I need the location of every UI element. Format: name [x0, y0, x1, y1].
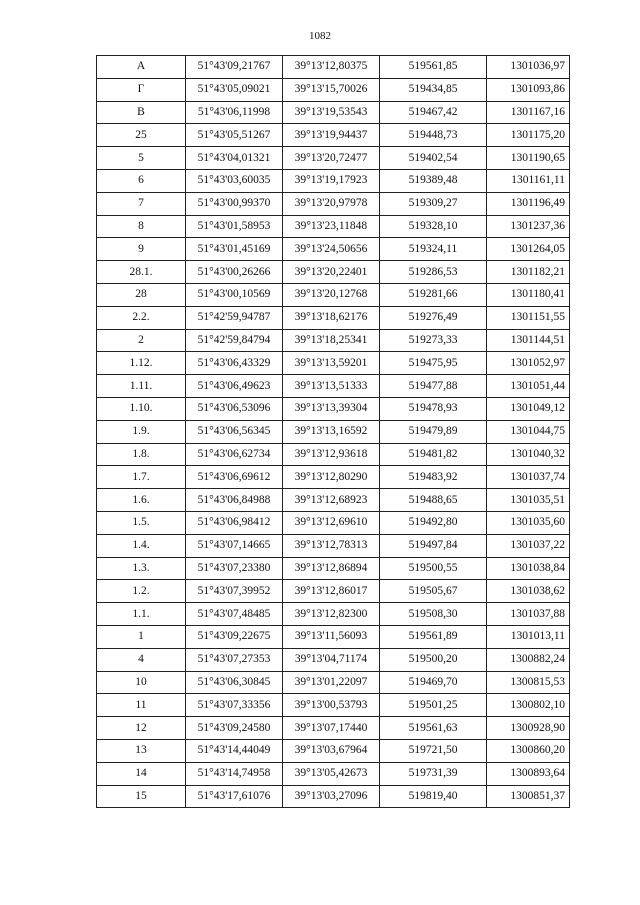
- point-id-cell: 1.12.: [97, 352, 186, 375]
- latitude-cell: 51°43'03,60035: [186, 169, 283, 192]
- table-row: [97, 694, 570, 717]
- y-coordinate-cell: 1300851,37: [487, 785, 570, 808]
- table-row: [97, 648, 570, 671]
- x-coordinate-cell: 519448,73: [380, 124, 487, 147]
- x-coordinate-cell: 519500,20: [380, 648, 487, 671]
- latitude-cell: 51°43'06,53096: [186, 397, 283, 420]
- y-coordinate-cell: 1300802,10: [487, 694, 570, 717]
- y-coordinate-cell: 1301161,11: [487, 169, 570, 192]
- longitude-cell: 39°13'03,67964: [283, 739, 380, 762]
- table-row: [97, 169, 570, 192]
- point-id-cell: 2.2.: [97, 306, 186, 329]
- x-coordinate-cell: 519309,27: [380, 192, 487, 215]
- x-coordinate-cell: 519481,82: [380, 443, 487, 466]
- x-coordinate-cell: 519328,10: [380, 215, 487, 238]
- x-coordinate-cell: 519492,80: [380, 511, 487, 534]
- longitude-cell: 39°13'01,22097: [283, 671, 380, 694]
- point-id-cell: 10: [97, 671, 186, 694]
- point-id-cell: Г: [97, 78, 186, 101]
- table-row: [97, 192, 570, 215]
- latitude-cell: 51°42'59,84794: [186, 329, 283, 352]
- x-coordinate-cell: 519324,11: [380, 238, 487, 261]
- table-row: [97, 671, 570, 694]
- table-row: [97, 124, 570, 147]
- x-coordinate-cell: 519475,95: [380, 352, 487, 375]
- point-id-cell: 1.6.: [97, 489, 186, 512]
- longitude-cell: 39°13'13,16592: [283, 420, 380, 443]
- x-coordinate-cell: 519500,55: [380, 557, 487, 580]
- table-row: [97, 534, 570, 557]
- longitude-cell: 39°13'12,93618: [283, 443, 380, 466]
- y-coordinate-cell: 1301035,51: [487, 489, 570, 512]
- point-id-cell: 13: [97, 739, 186, 762]
- longitude-cell: 39°13'13,59201: [283, 352, 380, 375]
- y-coordinate-cell: 1301036,97: [487, 56, 570, 79]
- table-row: [97, 466, 570, 489]
- longitude-cell: 39°13'12,80375: [283, 56, 380, 79]
- y-coordinate-cell: 1301037,22: [487, 534, 570, 557]
- point-id-cell: 15: [97, 785, 186, 808]
- y-coordinate-cell: 1301167,16: [487, 101, 570, 124]
- x-coordinate-cell: 519286,53: [380, 261, 487, 284]
- y-coordinate-cell: 1301190,65: [487, 147, 570, 170]
- y-coordinate-cell: 1301144,51: [487, 329, 570, 352]
- longitude-cell: 39°13'13,51333: [283, 375, 380, 398]
- y-coordinate-cell: 1301037,88: [487, 603, 570, 626]
- x-coordinate-cell: 519505,67: [380, 580, 487, 603]
- latitude-cell: 51°43'00,99370: [186, 192, 283, 215]
- latitude-cell: 51°43'17,61076: [186, 785, 283, 808]
- latitude-cell: 51°43'14,74958: [186, 762, 283, 785]
- longitude-cell: 39°13'12,68923: [283, 489, 380, 512]
- longitude-cell: 39°13'20,72477: [283, 147, 380, 170]
- latitude-cell: 51°43'07,33356: [186, 694, 283, 717]
- y-coordinate-cell: 1301093,86: [487, 78, 570, 101]
- table-row: [97, 420, 570, 443]
- longitude-cell: 39°13'04,71174: [283, 648, 380, 671]
- latitude-cell: 51°43'09,22675: [186, 625, 283, 648]
- y-coordinate-cell: 1300928,90: [487, 717, 570, 740]
- latitude-cell: 51°42'59,94787: [186, 306, 283, 329]
- table-row: [97, 580, 570, 603]
- y-coordinate-cell: 1300893,64: [487, 762, 570, 785]
- latitude-cell: 51°43'09,24580: [186, 717, 283, 740]
- latitude-cell: 51°43'07,23380: [186, 557, 283, 580]
- longitude-cell: 39°13'12,82300: [283, 603, 380, 626]
- table-row: [97, 78, 570, 101]
- longitude-cell: 39°13'12,86894: [283, 557, 380, 580]
- x-coordinate-cell: 519731,39: [380, 762, 487, 785]
- table-row: [97, 101, 570, 124]
- latitude-cell: 51°43'07,14665: [186, 534, 283, 557]
- y-coordinate-cell: 1301049,12: [487, 397, 570, 420]
- table-row: [97, 625, 570, 648]
- latitude-cell: 51°43'14,44049: [186, 739, 283, 762]
- x-coordinate-cell: 519561,89: [380, 625, 487, 648]
- y-coordinate-cell: 1301040,32: [487, 443, 570, 466]
- table-row: [97, 215, 570, 238]
- page-number: 1082: [309, 30, 331, 42]
- y-coordinate-cell: 1301035,60: [487, 511, 570, 534]
- longitude-cell: 39°13'23,11848: [283, 215, 380, 238]
- y-coordinate-cell: 1301038,62: [487, 580, 570, 603]
- latitude-cell: 51°43'04,01321: [186, 147, 283, 170]
- longitude-cell: 39°13'00,53793: [283, 694, 380, 717]
- table-row: [97, 147, 570, 170]
- point-id-cell: 28.1.: [97, 261, 186, 284]
- point-id-cell: 7: [97, 192, 186, 215]
- latitude-cell: 51°43'05,09021: [186, 78, 283, 101]
- point-id-cell: 4: [97, 648, 186, 671]
- table-row: [97, 717, 570, 740]
- point-id-cell: 5: [97, 147, 186, 170]
- x-coordinate-cell: 519389,48: [380, 169, 487, 192]
- table-row: [97, 56, 570, 79]
- point-id-cell: 1.8.: [97, 443, 186, 466]
- x-coordinate-cell: 519561,63: [380, 717, 487, 740]
- x-coordinate-cell: 519721,50: [380, 739, 487, 762]
- x-coordinate-cell: 519477,88: [380, 375, 487, 398]
- latitude-cell: 51°43'06,30845: [186, 671, 283, 694]
- coordinates-table-body: [97, 56, 570, 808]
- y-coordinate-cell: 1301237,36: [487, 215, 570, 238]
- longitude-cell: 39°13'19,53543: [283, 101, 380, 124]
- latitude-cell: 51°43'01,58953: [186, 215, 283, 238]
- longitude-cell: 39°13'20,97978: [283, 192, 380, 215]
- x-coordinate-cell: 519561,85: [380, 56, 487, 79]
- longitude-cell: 39°13'11,56093: [283, 625, 380, 648]
- latitude-cell: 51°43'06,43329: [186, 352, 283, 375]
- y-coordinate-cell: 1301182,21: [487, 261, 570, 284]
- latitude-cell: 51°43'06,56345: [186, 420, 283, 443]
- point-id-cell: 1.3.: [97, 557, 186, 580]
- table-row: [97, 329, 570, 352]
- point-id-cell: 1.1.: [97, 603, 186, 626]
- y-coordinate-cell: 1300860,20: [487, 739, 570, 762]
- y-coordinate-cell: 1301013,11: [487, 625, 570, 648]
- x-coordinate-cell: 519508,30: [380, 603, 487, 626]
- longitude-cell: 39°13'20,12768: [283, 283, 380, 306]
- point-id-cell: 25: [97, 124, 186, 147]
- point-id-cell: 1: [97, 625, 186, 648]
- longitude-cell: 39°13'19,94437: [283, 124, 380, 147]
- y-coordinate-cell: 1301044,75: [487, 420, 570, 443]
- table-row: [97, 557, 570, 580]
- point-id-cell: 1.9.: [97, 420, 186, 443]
- point-id-cell: 8: [97, 215, 186, 238]
- x-coordinate-cell: 519488,65: [380, 489, 487, 512]
- latitude-cell: 51°43'00,10569: [186, 283, 283, 306]
- point-id-cell: А: [97, 56, 186, 79]
- point-id-cell: 1.7.: [97, 466, 186, 489]
- x-coordinate-cell: 519497,84: [380, 534, 487, 557]
- point-id-cell: 9: [97, 238, 186, 261]
- point-id-cell: 1.2.: [97, 580, 186, 603]
- y-coordinate-cell: 1300882,24: [487, 648, 570, 671]
- point-id-cell: 1.4.: [97, 534, 186, 557]
- latitude-cell: 51°43'01,45169: [186, 238, 283, 261]
- table-row: [97, 306, 570, 329]
- table-row: [97, 739, 570, 762]
- point-id-cell: 1.11.: [97, 375, 186, 398]
- longitude-cell: 39°13'24,50656: [283, 238, 380, 261]
- table-row: [97, 603, 570, 626]
- longitude-cell: 39°13'05,42673: [283, 762, 380, 785]
- point-id-cell: 1.5.: [97, 511, 186, 534]
- table-row: [97, 762, 570, 785]
- latitude-cell: 51°43'06,69612: [186, 466, 283, 489]
- x-coordinate-cell: 519467,42: [380, 101, 487, 124]
- x-coordinate-cell: 519819,40: [380, 785, 487, 808]
- x-coordinate-cell: 519501,25: [380, 694, 487, 717]
- latitude-cell: 51°43'06,11998: [186, 101, 283, 124]
- table-row: [97, 443, 570, 466]
- latitude-cell: 51°43'06,49623: [186, 375, 283, 398]
- point-id-cell: 28: [97, 283, 186, 306]
- point-id-cell: 6: [97, 169, 186, 192]
- x-coordinate-cell: 519478,93: [380, 397, 487, 420]
- longitude-cell: 39°13'15,70026: [283, 78, 380, 101]
- table-row: [97, 238, 570, 261]
- y-coordinate-cell: 1301052,97: [487, 352, 570, 375]
- x-coordinate-cell: 519402,54: [380, 147, 487, 170]
- longitude-cell: 39°13'19,17923: [283, 169, 380, 192]
- table-row: [97, 375, 570, 398]
- latitude-cell: 51°43'09,21767: [186, 56, 283, 79]
- longitude-cell: 39°13'03,27096: [283, 785, 380, 808]
- y-coordinate-cell: 1301180,41: [487, 283, 570, 306]
- point-id-cell: 12: [97, 717, 186, 740]
- latitude-cell: 51°43'07,48485: [186, 603, 283, 626]
- point-id-cell: 1.10.: [97, 397, 186, 420]
- table-row: [97, 283, 570, 306]
- point-id-cell: 14: [97, 762, 186, 785]
- longitude-cell: 39°13'12,78313: [283, 534, 380, 557]
- latitude-cell: 51°43'07,27353: [186, 648, 283, 671]
- longitude-cell: 39°13'18,25341: [283, 329, 380, 352]
- table-row: [97, 352, 570, 375]
- y-coordinate-cell: 1300815,53: [487, 671, 570, 694]
- x-coordinate-cell: 519273,33: [380, 329, 487, 352]
- longitude-cell: 39°13'13,39304: [283, 397, 380, 420]
- x-coordinate-cell: 519469,70: [380, 671, 487, 694]
- point-id-cell: 2: [97, 329, 186, 352]
- table-row: [97, 261, 570, 284]
- longitude-cell: 39°13'12,69610: [283, 511, 380, 534]
- longitude-cell: 39°13'18,62176: [283, 306, 380, 329]
- table-row: [97, 785, 570, 808]
- latitude-cell: 51°43'06,84988: [186, 489, 283, 512]
- point-id-cell: В: [97, 101, 186, 124]
- y-coordinate-cell: 1301051,44: [487, 375, 570, 398]
- y-coordinate-cell: 1301151,55: [487, 306, 570, 329]
- longitude-cell: 39°13'07,17440: [283, 717, 380, 740]
- x-coordinate-cell: 519434,85: [380, 78, 487, 101]
- table-row: [97, 511, 570, 534]
- latitude-cell: 51°43'05,51267: [186, 124, 283, 147]
- longitude-cell: 39°13'12,86017: [283, 580, 380, 603]
- y-coordinate-cell: 1301038,84: [487, 557, 570, 580]
- x-coordinate-cell: 519276,49: [380, 306, 487, 329]
- latitude-cell: 51°43'00,26266: [186, 261, 283, 284]
- y-coordinate-cell: 1301196,49: [487, 192, 570, 215]
- table-row: [97, 489, 570, 512]
- longitude-cell: 39°13'12,80290: [283, 466, 380, 489]
- longitude-cell: 39°13'20,22401: [283, 261, 380, 284]
- x-coordinate-cell: 519483,92: [380, 466, 487, 489]
- latitude-cell: 51°43'07,39952: [186, 580, 283, 603]
- y-coordinate-cell: 1301175,20: [487, 124, 570, 147]
- coordinates-table: [96, 55, 570, 808]
- point-id-cell: 11: [97, 694, 186, 717]
- y-coordinate-cell: 1301037,74: [487, 466, 570, 489]
- latitude-cell: 51°43'06,62734: [186, 443, 283, 466]
- table-row: [97, 397, 570, 420]
- y-coordinate-cell: 1301264,05: [487, 238, 570, 261]
- x-coordinate-cell: 519281,66: [380, 283, 487, 306]
- x-coordinate-cell: 519479,89: [380, 420, 487, 443]
- latitude-cell: 51°43'06,98412: [186, 511, 283, 534]
